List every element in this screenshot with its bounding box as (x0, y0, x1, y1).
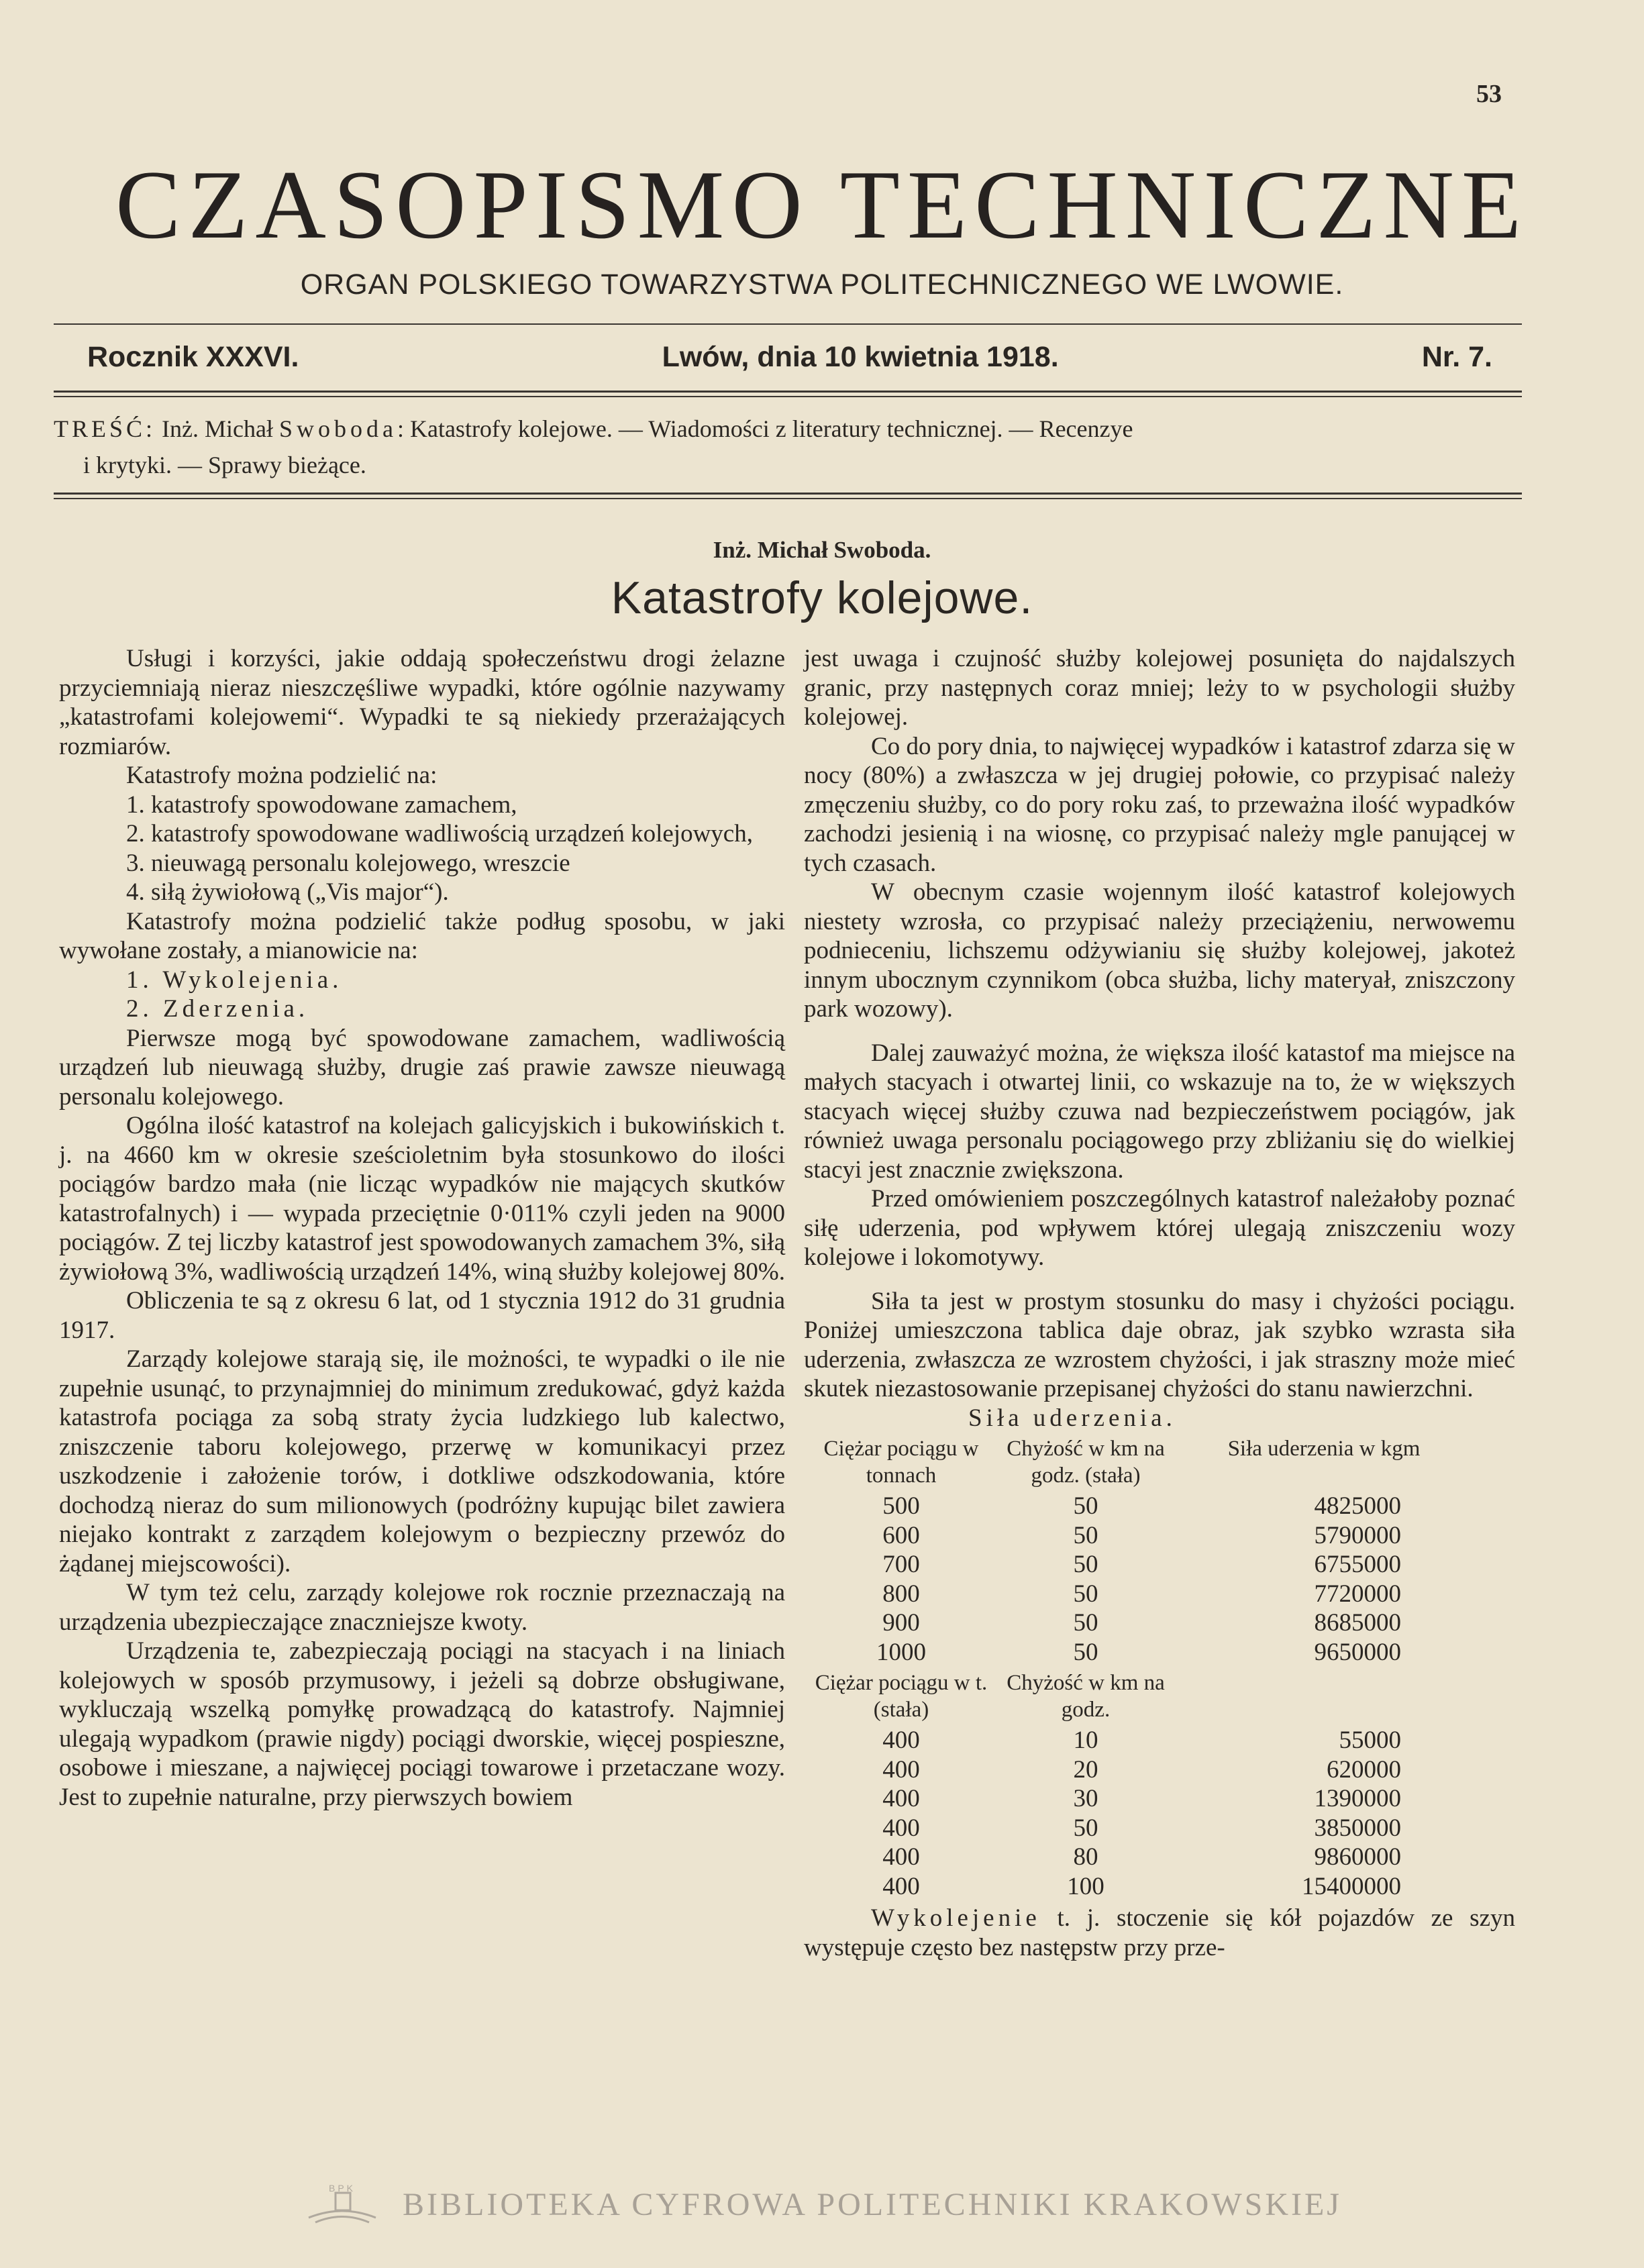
library-logo-icon (302, 2181, 382, 2228)
library-watermark (0, 2177, 1644, 2231)
list-item: 1. katastrofy spowodowane zamachem, (126, 790, 517, 819)
contents-items-cont: i krytyki. — Sprawy bieżące. (83, 452, 366, 478)
table-cell: 20 (1073, 1755, 1098, 1784)
table-cell: 600 (882, 1521, 920, 1549)
table-cell: 4825000 (1314, 1492, 1401, 1520)
right-column (804, 644, 1515, 1962)
table-title: Siła uderzenia. (968, 1404, 1176, 1432)
column-header: Chyżość w km na godz. (1007, 1671, 1165, 1722)
paragraph-text: t. j. stoczenie się kół pojazdów ze szyn występuje często bez następstw przy prze- (804, 1904, 1515, 1961)
article-title: Katastrofy kolejowe. (611, 572, 1033, 623)
table-cell: 3850000 (1314, 1814, 1401, 1842)
table-cell: 50 (1073, 1609, 1098, 1637)
paragraph: Obliczenia te są z okresu 6 lat, od 1 stycznia 1912 do 31 grudnia 1917. (59, 1287, 785, 1344)
list-item: 4. siłą żywiołową („Vis major“). (126, 878, 449, 906)
table-of-contents (54, 411, 1522, 483)
table-row (804, 1843, 1515, 1872)
logo-text: BPK (329, 2183, 356, 2194)
table-cell: 400 (882, 1872, 920, 1900)
table-cell: 50 (1073, 1638, 1098, 1666)
divider (54, 323, 1522, 325)
table-cell: 50 (1073, 1814, 1098, 1842)
page-number: 53 (1476, 80, 1502, 108)
table-cell: 400 (882, 1814, 920, 1842)
journal-subtitle: ORGAN POLSKIEGO TOWARZYSTWA POLITECHNICZNEGO WE LWOWIE. (300, 268, 1344, 301)
table-cell: 5790000 (1314, 1521, 1401, 1549)
place-date: Lwów, dnia 10 kwietnia 1918. (662, 341, 1059, 373)
table-row (804, 1726, 1515, 1755)
contents-author: Swoboda (278, 415, 397, 442)
paragraph: Ogólna ilość katastrof na kolejach galicyjskich i bukowińskich t. j. na 4660 km w okresie sześcioletnim była stosunkowo do ilości pociągów bardzo mała (nie licząc wypadków nie mających skutków katastrofalnych) i — wypada przeciętnie 0·011% czyli jeden na 9000 pociągów. Z tej liczby katastrof jest spowodowanych zamachem 3%, siłą żywiołową 3%, wadliwością urządzeń 14%, winą służby kolejowej 80%. (59, 1112, 785, 1286)
divider (54, 493, 1522, 495)
contents-prefix: Inż. Michał (162, 415, 273, 442)
column-header: Siła uderzenia w kgm (1227, 1437, 1421, 1461)
table-row (804, 1608, 1515, 1638)
table-cell: 15400000 (1302, 1872, 1401, 1900)
table-cell: 1000 (876, 1638, 926, 1666)
table-cell: 50 (1073, 1551, 1098, 1578)
table-cell: 6755000 (1314, 1551, 1401, 1578)
table-cell: 500 (882, 1492, 920, 1520)
paragraph: W tym też celu, zarządy kolejowe rok rocznie przeznaczają na urządzenia ubezpieczające znaczniejsze kwoty. (59, 1579, 785, 1636)
column-header: Chyżość w km na godz. (stała) (1007, 1437, 1165, 1488)
table-row (804, 1814, 1515, 1843)
paragraph (804, 1904, 1515, 1962)
table-cell: 9860000 (1314, 1843, 1401, 1871)
left-column (59, 644, 785, 1812)
table-cell: 7720000 (1314, 1580, 1401, 1608)
table-cell: 400 (882, 1755, 920, 1784)
issue-line (87, 341, 1492, 374)
table-row (804, 1521, 1515, 1551)
table-cell: 700 (882, 1551, 920, 1578)
table-cell: 50 (1073, 1521, 1098, 1549)
paragraph: Katastrofy można podzielić także podług sposobu, w jaki wywołane zostały, a mianowicie na: (59, 907, 785, 964)
table-row (804, 1580, 1515, 1609)
table-cell: 100 (1067, 1872, 1104, 1900)
paragraph: Co do pory dnia, to najwięcej wypadków i katastrof zdarza się w nocy (80%) a zwłaszcza w jej drugiej połowie, co przypisać należy zmęczeniu służby, co do pory roku zaś, to przeważna ilość wypadków zachodzi jesienią i na wiosnę, co przypisać należy mgle panującej w tych czasach. (804, 732, 1515, 877)
table-cell: 620000 (1327, 1755, 1401, 1784)
table-header-row (804, 1433, 1515, 1492)
paragraph: Siła ta jest w prostym stosunku do masy i chyżości pociągu. Poniżej umieszczona tablica daje obraz, jak szybko wzrasta siła uderzenia, zwłaszcza ze wzrostem chyżości, i jak straszny może mieć skutek niezastosowanie przepisanej chyżości do stanu nawierzchni. (804, 1287, 1515, 1402)
volume: Rocznik XXXVI. (87, 341, 299, 373)
list-item: 3. nieuwagą personalu kolejowego, wreszcie (126, 849, 570, 877)
paragraph: W obecnym czasie wojennym ilość katastrof kolejowych niestety wzrosła, co przypisać należy przeciążeniu, nerwowemu podnieceniu, lichszemu odżywianiu się służby kolejowej, jakoteż innym ubocznym czynnikom (obca służba, lichy materyał, zniszczony park wozowy). (804, 878, 1515, 1023)
list-item: 2. katastrofy spowodowane wadliwością urządzeń kolejowych, (126, 820, 753, 847)
table-header-row (804, 1667, 1515, 1726)
table-cell: 50 (1073, 1580, 1098, 1608)
divider (54, 396, 1522, 397)
contents-items: : Katastrofy kolejowe. — Wiadomości z literatury technicznej. — Recenzye (397, 415, 1133, 442)
paragraph: Dalej zauważyć można, że większa ilość katastof ma miejsce na małych stacyach i otwartej linii, co wskazuje na to, że w większych stacyach więcej służby czuwa nad bezpieczeństwem pociągów, jak również uwaga personalu pociągowego przy zbliżaniu się do wielkiej stacyi jest znacznie zwiększona. (804, 1039, 1515, 1184)
table-cell: 400 (882, 1726, 920, 1754)
paragraph: Urządzenia te, zabezpieczają pociągi na stacyach i na liniach kolejowych w sposób przymusowy, i jeżeli są dobrze obsługiwane, wykluczają wszelką pomyłkę prowadzącą do katastrofy. Najmniej ulegają wypadkom (prawie nigdy) pociągi dworskie, więcej pospieszne, osobowe i mieszane, a najwięcej pociągi towarowe i przetaczane wozy. Jest to zupełnie naturalne, przy pierwszych bowiem (59, 1637, 785, 1811)
paragraph: Usługi i korzyści, jakie oddają społeczeństwu drogi żelazne przyciemniają nieraz nieszczęśliwe wypadki, które ogólnie nazywamy „katastrofami kolejowemi“. Wypadki te są niekiedy przerażających rozmiarów. (59, 645, 785, 760)
paragraph: Pierwsze mogą być spowodowane zamachem, wadliwością urządzeń lub nieuwagą służby, drugie zaś prawie zawsze nieuwagą personalu kolejowego. (59, 1024, 785, 1111)
table-cell: 800 (882, 1580, 920, 1608)
table-cell: 9650000 (1314, 1638, 1401, 1666)
paragraph: Katastrofy można podzielić na: (126, 762, 438, 789)
table-cell: 900 (882, 1609, 920, 1637)
table-cell: 400 (882, 1843, 920, 1871)
table-row (804, 1492, 1515, 1521)
table-cell: 55000 (1339, 1726, 1401, 1754)
paragraph: Zarządy kolejowe starają się, ile możności, te wypadki o ile nie zupełnie usunąć, to przynajmniej do minimum zredukować, gdyż każda katastrofa pociąga za sobą straty życia ludzkiego lub kalectwo, zniszczenie taboru kolejowego, przerwę w komunikacyi przez uszkodzenie i założenie torów, i dotkliwe odszkodowania, które dochodzą nieraz do sum milionowych (podróżny kupując bilet zawiera niejako kontrakt z zarządem kolejowym o bezpieczny przewóz do żądanej miejscowości). (59, 1345, 785, 1578)
table-cell: 80 (1073, 1843, 1098, 1871)
table-row (804, 1638, 1515, 1667)
table-row (804, 1784, 1515, 1814)
list-item: 1. Wykolejenia. (126, 966, 343, 994)
journal-title: CZASOPISMO TECHNICZNE (115, 150, 1529, 259)
issue-number: Nr. 7. (1421, 341, 1492, 373)
table-row (804, 1755, 1515, 1785)
column-header: Ciężar pociągu w t. (stała) (815, 1671, 988, 1722)
impact-table-1 (804, 1433, 1515, 1667)
paragraph: jest uwaga i czujność służby kolejowej posunięta do najdalszych granic, przy następnych coraz mniej; leży to w psychologii służby kolejowej. (804, 645, 1515, 731)
column-header (1173, 1667, 1515, 1726)
table-cell: 1390000 (1314, 1785, 1401, 1812)
table-row (804, 1872, 1515, 1902)
table-cell: 30 (1073, 1785, 1098, 1812)
impact-table-2 (804, 1667, 1515, 1901)
column-header: Ciężar pociągu w tonnach (823, 1437, 979, 1488)
table-row (804, 1550, 1515, 1580)
watermark-text: BIBLIOTEKA CYFROWA POLITECHNIKI KRAKOWSKIEJ (403, 2186, 1342, 2222)
paragraph: Przed omówieniem poszczególnych katastrof należałoby poznać siłę uderzenia, pod wpływem której ulegają zniszczeniu wozy kolejowe i lokomotywy. (804, 1185, 1515, 1271)
list-item: 2. Zderzenia. (126, 995, 309, 1023)
table-cell: 50 (1073, 1492, 1098, 1520)
contents-label: TREŚĆ: (54, 415, 156, 442)
article-author: Inż. Michał Swoboda. (713, 537, 931, 563)
divider (54, 498, 1522, 499)
term: Wykolejenie (871, 1904, 1041, 1932)
divider (54, 391, 1522, 393)
table-cell: 10 (1073, 1726, 1098, 1754)
table-cell: 400 (882, 1785, 920, 1812)
table-cell: 8685000 (1314, 1609, 1401, 1637)
